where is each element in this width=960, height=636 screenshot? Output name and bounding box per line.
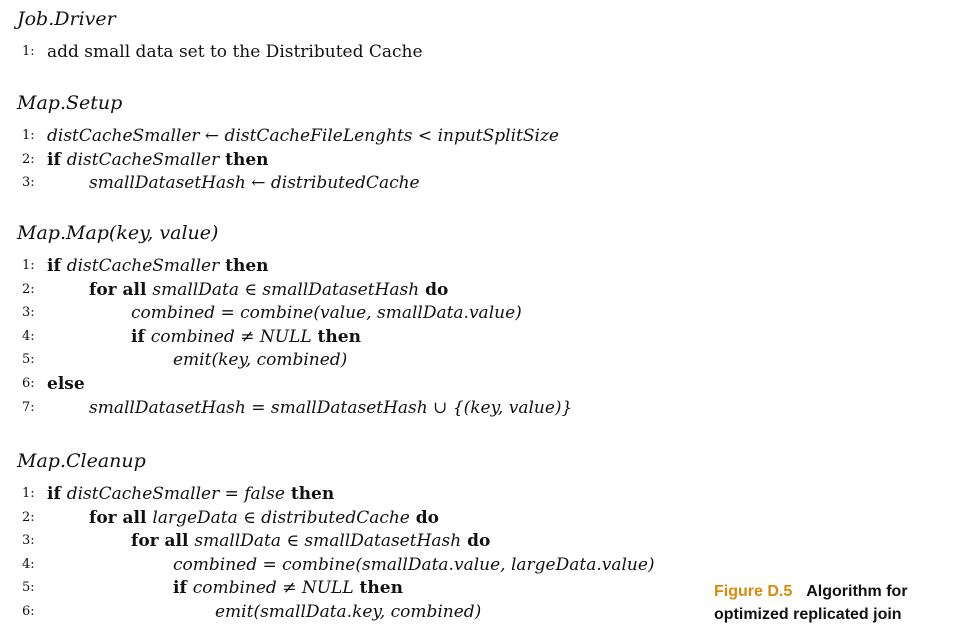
- line-code: [47, 373, 85, 395]
- section-title: Map.Setup: [17, 92, 123, 114]
- line-number: 5:: [22, 352, 35, 368]
- expression: distCacheSmaller: [66, 256, 220, 276]
- keyword: for all: [89, 279, 153, 300]
- line-number: 4:: [22, 556, 35, 572]
- line-code: [89, 397, 572, 419]
- line-code: [89, 279, 448, 301]
- figure-label: Figure D.5: [714, 583, 793, 600]
- line-code: [47, 255, 269, 277]
- line-number: 2:: [22, 281, 35, 297]
- line-number: 3:: [22, 175, 35, 191]
- keyword: if: [173, 578, 193, 599]
- expression: smallDatasetHash = smallDatasetHash ∪ {(key, value)}: [89, 397, 573, 418]
- expression: combined ≠ NULL: [150, 326, 312, 347]
- line-number: 3:: [22, 533, 35, 549]
- line-number: 3:: [22, 305, 35, 321]
- keyword: if: [47, 149, 67, 170]
- expression: largeData ∈ distributedCache: [152, 507, 410, 528]
- line-code: [47, 149, 269, 171]
- line-code: [47, 483, 334, 505]
- line-number: 1:: [22, 128, 35, 143]
- expression: emit(key, combined): [173, 350, 348, 371]
- expression: distCacheSmaller = false: [66, 484, 285, 504]
- line-number: 2:: [22, 509, 35, 525]
- keyword: if: [47, 484, 67, 504]
- line-number: 6:: [22, 604, 35, 619]
- expression: add small data set to the Distributed Cache: [47, 42, 423, 62]
- expression: combined ≠ NULL: [192, 578, 354, 599]
- section-title: Job.Driver: [17, 8, 116, 30]
- expression: combined = combine(value, smallData.value): [131, 303, 522, 324]
- keyword: for all: [89, 507, 153, 528]
- line-number: 1:: [22, 44, 35, 59]
- line-code: [89, 172, 420, 194]
- keyword: else: [47, 374, 85, 394]
- line-code: [89, 507, 439, 529]
- line-code: [47, 125, 559, 147]
- line-code: [215, 601, 481, 623]
- section-title: Map.Cleanup: [17, 450, 146, 472]
- line-number: 1:: [22, 486, 35, 501]
- figure-caption: [714, 580, 908, 626]
- expression: combined = combine(smallData.value, largeData.value): [173, 554, 655, 575]
- line-code: [173, 577, 403, 599]
- section-title: Map.Map(key, value): [17, 222, 219, 244]
- line-number: 2:: [22, 151, 35, 167]
- keyword: if: [47, 256, 67, 276]
- line-number: 1:: [22, 258, 35, 273]
- expression: smallData ∈ smallDatasetHash: [152, 279, 420, 300]
- figure-title-line2: optimized replicated join: [714, 606, 902, 623]
- line-number: 7:: [22, 399, 35, 415]
- expression: distCacheSmaller ← distCacheFileLenghts < inputSplitSize: [47, 126, 559, 146]
- keyword: then: [219, 256, 269, 276]
- expression: emit(smallData.key, combined): [215, 602, 482, 622]
- keyword: do: [409, 507, 440, 528]
- figure-title-line1: Algorithm for: [806, 583, 908, 600]
- line-code: [173, 554, 655, 576]
- line-code: [173, 349, 347, 371]
- expression: smallDatasetHash ← distributedCache: [89, 173, 420, 194]
- keyword: then: [284, 484, 335, 504]
- expression: smallData ∈ smallDatasetHash: [194, 531, 462, 552]
- line-number: 6:: [22, 376, 35, 391]
- line-code: [131, 530, 490, 552]
- line-code: [131, 302, 522, 324]
- keyword: then: [219, 149, 269, 170]
- expression: distCacheSmaller: [66, 149, 220, 170]
- keyword: then: [311, 326, 361, 347]
- line-number: 4:: [22, 328, 35, 344]
- keyword: then: [353, 578, 403, 599]
- line-code: [131, 326, 361, 348]
- keyword: do: [419, 279, 449, 300]
- keyword: if: [131, 326, 151, 347]
- keyword: for all: [131, 531, 195, 552]
- line-number: 5:: [22, 580, 35, 596]
- line-code: [47, 41, 423, 63]
- keyword: do: [461, 531, 491, 552]
